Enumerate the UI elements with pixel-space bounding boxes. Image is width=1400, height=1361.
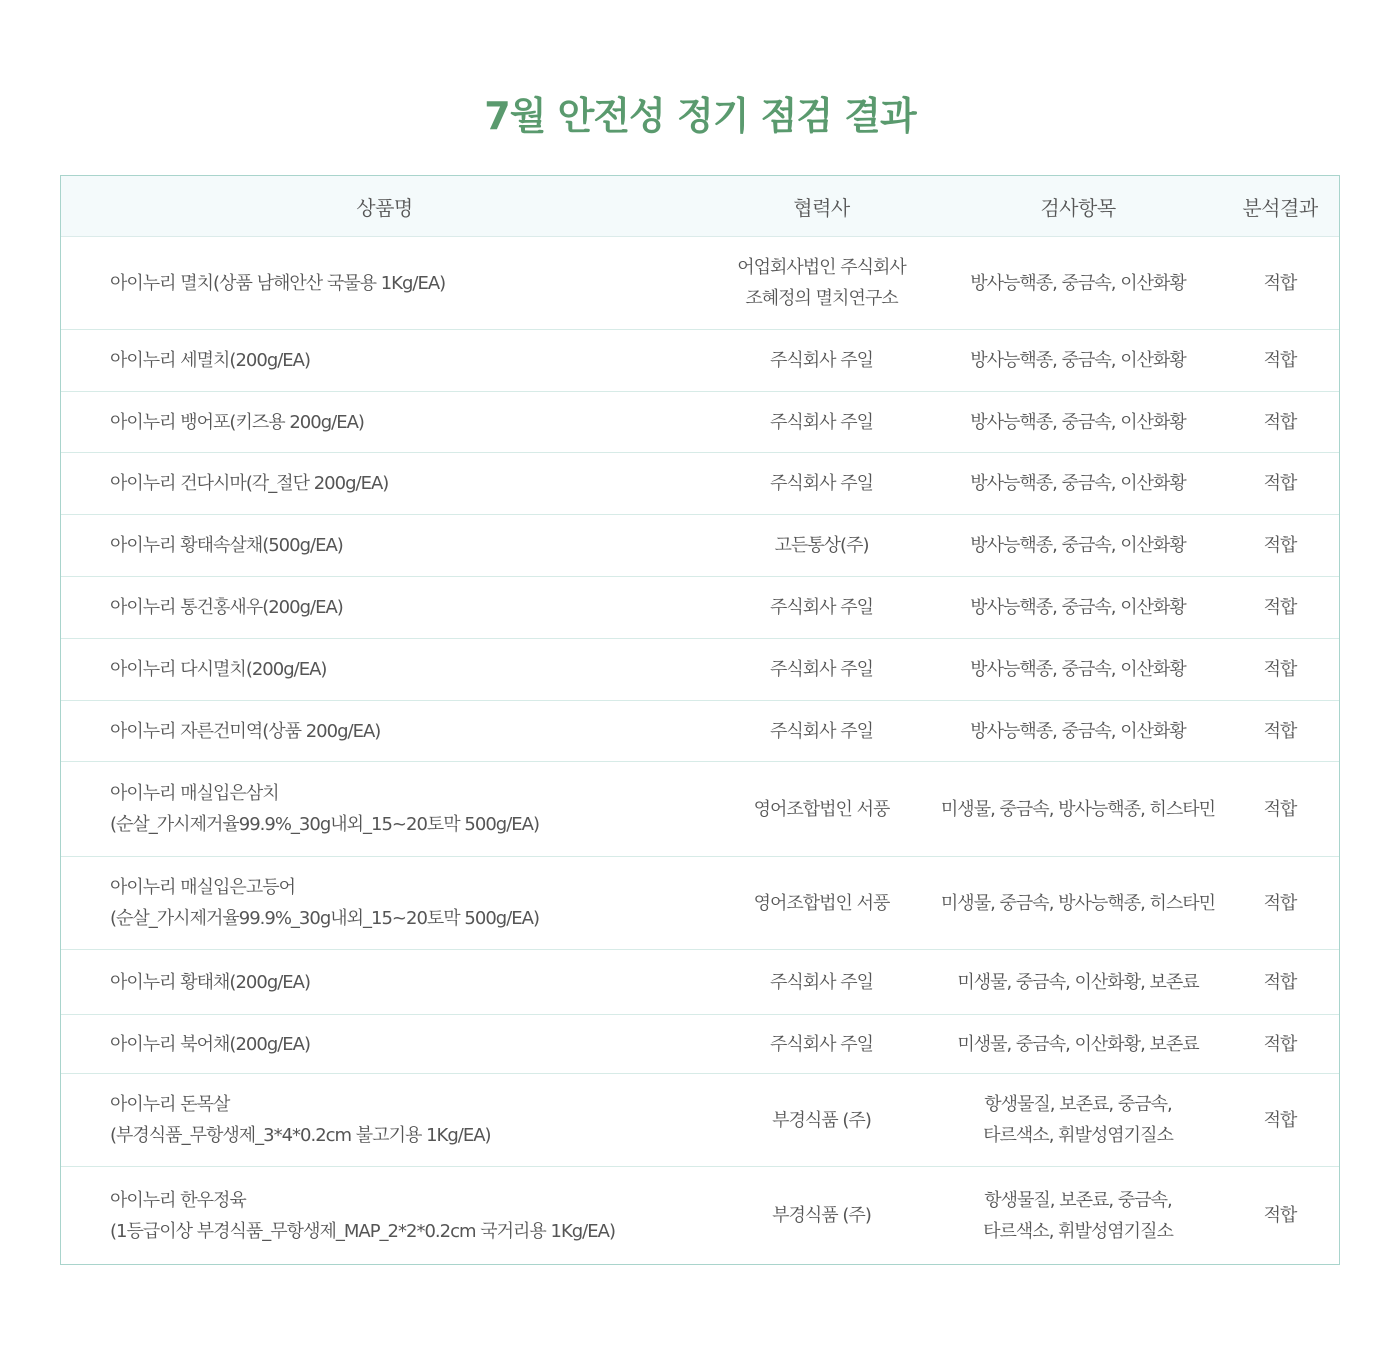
cell-inspection-items-line: 타르색소, 휘발성염기질소 <box>983 1220 1173 1242</box>
cell-partner <box>708 392 935 453</box>
inspection-results-table <box>61 176 1339 1264</box>
cell-inspection-items-line: 미생물, 중금속, 이산화황, 보존료 <box>957 1033 1199 1055</box>
header-partner: 협력사 <box>708 176 935 237</box>
table-row <box>61 392 1339 453</box>
cell-product-name-line: (순살_가시제거율99.9%_30g내외_15~20토막 500g/EA) <box>110 908 539 929</box>
cell-inspection-items <box>935 515 1221 577</box>
cell-inspection-items <box>935 857 1221 950</box>
page-title: 7월 안전성 정기 점검 결과 <box>484 94 916 138</box>
cell-analysis-result: 적합 <box>1221 515 1339 577</box>
cell-inspection-items-line: 방사능핵종, 중금속, 이산화황 <box>970 720 1186 742</box>
cell-product-name <box>61 1167 708 1265</box>
cell-analysis-result: 적합 <box>1221 701 1339 762</box>
cell-product-name <box>61 392 708 453</box>
cell-product-name-line: 아이누리 멸치(상품 남해안산 국물용 1Kg/EA) <box>110 272 446 294</box>
cell-inspection-items <box>935 1167 1221 1265</box>
cell-inspection-items-line: 방사능핵종, 중금속, 이산화황 <box>970 597 1186 618</box>
cell-analysis-result: 적합 <box>1221 762 1339 857</box>
cell-analysis-result: 적합 <box>1221 453 1339 515</box>
cell-partner-line: 어업회사법인 주식회사 <box>737 257 906 278</box>
cell-inspection-items-line: 타르색소, 휘발성염기질소 <box>983 1125 1173 1146</box>
cell-inspection-items-line: 미생물, 중금속, 이산화황, 보존료 <box>957 971 1199 993</box>
cell-product-name <box>61 1074 708 1167</box>
cell-inspection-items <box>935 1074 1221 1167</box>
cell-inspection-items <box>935 453 1221 515</box>
cell-product-name-line: 아이누리 북어채(200g/EA) <box>110 1033 311 1055</box>
cell-analysis-result: 적합 <box>1263 1205 1297 1226</box>
cell-inspection-items-line: 항생물질, 보존료, 중금속, <box>984 1189 1172 1211</box>
table-row <box>61 1015 1339 1074</box>
cell-partner-line: 주식회사 주일 <box>769 597 874 618</box>
cell-product-name <box>61 639 708 701</box>
cell-product-name-line: 아이누리 매실입은고등어 <box>110 877 295 898</box>
table-header <box>61 176 1339 237</box>
cell-partner-line: 주식회사 주일 <box>769 350 874 371</box>
cell-product-name <box>61 950 708 1015</box>
cell-partner <box>708 950 935 1015</box>
cell-product-name-line: 아이누리 황태채(200g/EA) <box>110 971 311 993</box>
cell-product-name-line: 아이누리 돈목살 <box>110 1094 230 1115</box>
cell-product-name <box>61 515 708 577</box>
table-row <box>61 515 1339 577</box>
cell-product-name-line: 아이누리 세멸치(200g/EA) <box>110 350 311 371</box>
cell-partner-line: 영어조합법인 서풍 <box>753 892 890 914</box>
cell-partner-line: 주식회사 주일 <box>769 1033 874 1055</box>
cell-product-name <box>61 577 708 639</box>
cell-partner-line: 주식회사 주일 <box>769 411 874 433</box>
table-row <box>61 237 1339 330</box>
cell-analysis-result: 적합 <box>1221 330 1339 392</box>
cell-partner-line: 조혜정의 멸치연구소 <box>745 288 898 309</box>
cell-product-name <box>61 701 708 762</box>
table-row <box>61 762 1339 857</box>
cell-partner-line: 고든통상(주) <box>774 535 869 556</box>
cell-partner-line: 부경식품 (주) <box>772 1205 871 1226</box>
cell-product-name-line: 아이누리 통건홍새우(200g/EA) <box>110 597 343 618</box>
cell-inspection-items-line: 미생물, 중금속, 방사능핵종, 히스타민 <box>940 798 1216 820</box>
cell-analysis-result: 적합 <box>1221 1074 1339 1167</box>
cell-product-name <box>61 762 708 857</box>
cell-partner-line: 주식회사 주일 <box>769 971 874 993</box>
table-row <box>61 639 1339 701</box>
cell-product-name <box>61 453 708 515</box>
cell-product-name-line: (순살_가시제거율99.9%_30g내외_15~20토막 500g/EA) <box>110 814 539 835</box>
cell-product-name-line: 아이누리 매실입은삼치 <box>110 783 279 804</box>
cell-partner <box>708 1167 935 1265</box>
cell-product-name <box>61 237 708 330</box>
cell-partner-line: 주식회사 주일 <box>769 473 874 494</box>
header-analysis-result: 분석결과 <box>1221 176 1339 237</box>
cell-analysis-result: 적합 <box>1221 237 1339 330</box>
cell-product-name-line: (부경식품_무항생제_3*4*0.2cm 불고기용 1Kg/EA) <box>110 1125 491 1146</box>
cell-partner <box>708 577 935 639</box>
cell-product-name-line: 아이누리 뱅어포(키즈용 200g/EA) <box>110 411 364 433</box>
table-row <box>61 1074 1339 1167</box>
cell-analysis-result: 적합 <box>1221 950 1339 1015</box>
cell-partner <box>708 453 935 515</box>
cell-product-name-line: 아이누리 건다시마(각_절단 200g/EA) <box>110 473 389 494</box>
cell-product-name <box>61 857 708 950</box>
cell-inspection-items <box>935 577 1221 639</box>
cell-partner <box>708 1074 935 1167</box>
table-row <box>61 1167 1339 1265</box>
cell-analysis-result: 적합 <box>1221 577 1339 639</box>
cell-partner <box>708 1015 935 1074</box>
table-row <box>61 330 1339 392</box>
cell-inspection-items-line: 방사능핵종, 중금속, 이산화황 <box>970 350 1186 371</box>
cell-inspection-items <box>935 762 1221 857</box>
cell-partner-line: 주식회사 주일 <box>769 720 874 742</box>
cell-partner-line: 주식회사 주일 <box>769 659 874 680</box>
cell-inspection-items <box>935 330 1221 392</box>
cell-partner <box>708 701 935 762</box>
table-row <box>61 950 1339 1015</box>
cell-partner <box>708 237 935 330</box>
cell-analysis-result: 적합 <box>1221 639 1339 701</box>
cell-partner-line: 영어조합법인 서풍 <box>753 798 890 820</box>
cell-product-name-line: 아이누리 한우정육 <box>110 1189 246 1211</box>
table-row <box>61 577 1339 639</box>
cell-analysis-result: 적합 <box>1221 1015 1339 1074</box>
cell-partner <box>708 330 935 392</box>
cell-inspection-items <box>935 237 1221 330</box>
header-inspection-items: 검사항목 <box>935 176 1221 237</box>
cell-product-name-line: (1등급이상 부경식품_무항생제_MAP_2*2*0.2cm 국거리용 1Kg/EA) <box>110 1220 615 1242</box>
cell-product-name-line: 아이누리 황태속살채(500g/EA) <box>110 535 343 556</box>
cell-analysis-result: 적합 <box>1221 392 1339 453</box>
cell-inspection-items <box>935 639 1221 701</box>
table-row <box>61 701 1339 762</box>
cell-analysis-result: 적합 <box>1221 857 1339 950</box>
table-body <box>61 237 1339 1265</box>
cell-partner <box>708 639 935 701</box>
cell-partner <box>708 857 935 950</box>
cell-product-name <box>61 1015 708 1074</box>
cell-inspection-items-line: 방사능핵종, 중금속, 이산화황 <box>970 659 1186 680</box>
table-row <box>61 857 1339 950</box>
cell-product-name <box>61 330 708 392</box>
cell-inspection-items-line: 방사능핵종, 중금속, 이산화황 <box>970 272 1186 294</box>
cell-product-name-line: 아이누리 다시멸치(200g/EA) <box>110 659 327 680</box>
cell-product-name-line: 아이누리 자른건미역(상품 200g/EA) <box>110 720 381 742</box>
table-row <box>61 453 1339 515</box>
cell-partner-line: 부경식품 (주) <box>772 1109 871 1131</box>
cell-inspection-items-line: 미생물, 중금속, 방사능핵종, 히스타민 <box>940 892 1216 914</box>
cell-inspection-items <box>935 1015 1221 1074</box>
cell-inspection-items-line: 방사능핵종, 중금속, 이산화황 <box>970 535 1186 556</box>
cell-inspection-items-line: 방사능핵종, 중금속, 이산화황 <box>970 411 1186 433</box>
header-product-name: 상품명 <box>61 176 708 237</box>
cell-partner <box>708 762 935 857</box>
cell-inspection-items <box>935 392 1221 453</box>
cell-inspection-items-line: 방사능핵종, 중금속, 이산화황 <box>970 473 1186 494</box>
cell-partner <box>708 515 935 577</box>
table-header-row <box>61 176 1339 237</box>
cell-inspection-items <box>935 701 1221 762</box>
inspection-results-table-container <box>60 175 1340 1265</box>
cell-inspection-items-line: 항생물질, 보존료, 중금속, <box>984 1094 1172 1115</box>
cell-inspection-items <box>935 950 1221 1015</box>
